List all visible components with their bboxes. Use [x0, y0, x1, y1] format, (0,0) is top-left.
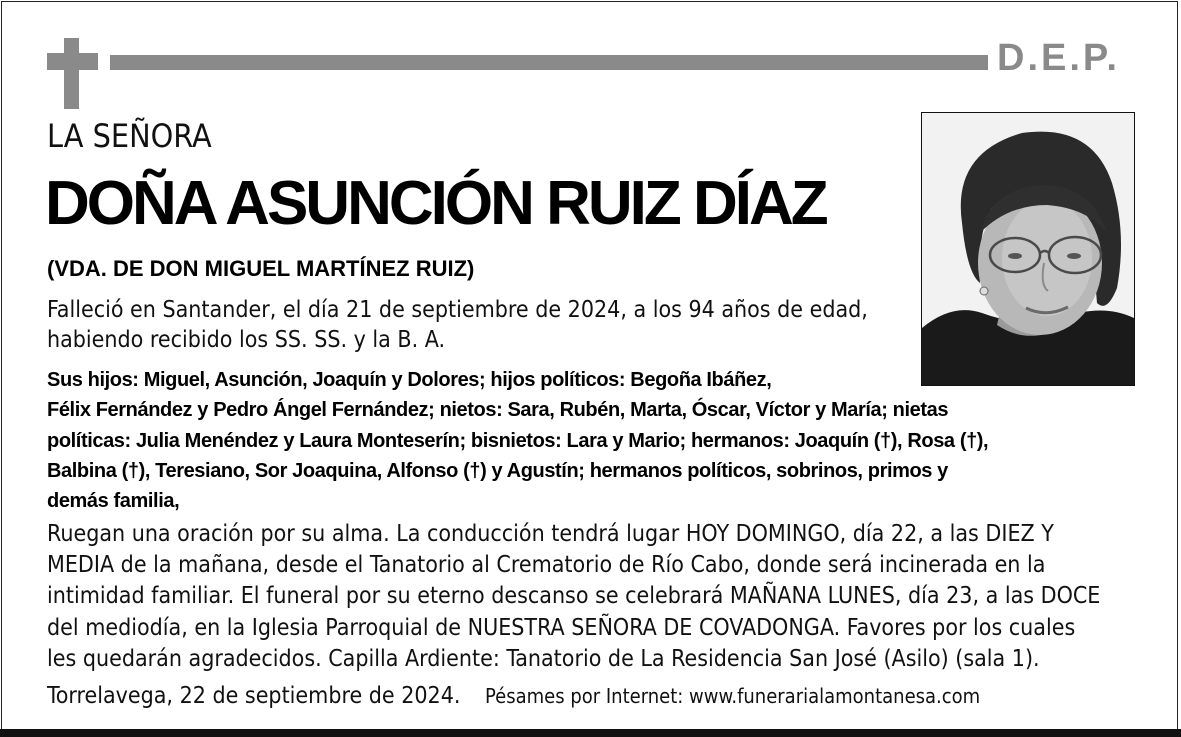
portrait-image: [922, 113, 1134, 385]
family-line: Balbina (†), Teresiano, Sor Joaquina, Alfonso (†) y Agustín; hermanos políticos, sobrinos, primos y: [47, 459, 948, 482]
ceremony-line: les quedarán agradecidos. Capilla Ardiente: Tanatorio de La Residencia San José (Asilo) (sala 1).: [47, 645, 1040, 672]
condolences-website: Pésames por Internet: www.funerarialamontanesa.com: [485, 684, 981, 708]
family-line: Sus hijos: Miguel, Asunción, Joaquín y Dolores; hijos políticos: Begoña Ibáñez,: [47, 369, 772, 391]
deceased-name: DOÑA ASUNCIÓN RUIZ DÍAZ: [45, 169, 826, 238]
family-line: Félix Fernández y Pedro Ángel Fernández; nietos: Sara, Rubén, Marta, Óscar, Víctor y María; nietas: [47, 399, 949, 422]
death-notice-line: Falleció en Santander, el día 21 de septiembre de 2024, a los 94 años de edad,: [47, 297, 868, 323]
ceremony-line: intimidad familiar. El funeral por su eterno descanso se celebrará MAÑANA LUNES, día 23, a las DOCE: [47, 583, 1101, 610]
ceremony-paragraph: [47, 519, 1147, 675]
cross-horizontal-bar: [47, 53, 98, 70]
death-notice-line: habiendo recibido los SS. SS. y la B. A.: [47, 327, 446, 353]
ceremony-line: del mediodía, en la Iglesia Parroquial de NUESTRA SEÑORA DE COVADONGA. Favores por los cuales: [47, 614, 1076, 641]
family-paragraph: [47, 365, 1157, 516]
bottom-border: [0, 729, 1181, 737]
cross-vertical-bar: [64, 38, 79, 109]
ceremony-line: MEDIA de la mañana, desde el Tanatorio al Crematorio de Río Cabo, donde será incinerada en la: [47, 552, 1046, 579]
death-notice-paragraph: [47, 295, 907, 355]
dep-label: D.E.P.: [997, 37, 1120, 79]
widow-of-line: (VDA. DE DON MIGUEL MARTÍNEZ RUIZ): [47, 256, 475, 281]
place-date: Torrelavega, 22 de septiembre de 2024.: [47, 683, 461, 709]
family-line: demás familia,: [47, 490, 180, 513]
portrait-photo: [921, 112, 1135, 386]
footer: [47, 680, 980, 714]
intro-text: LA SEÑORA: [47, 117, 212, 155]
ceremony-line: Ruegan una oración por su alma. La conducción tendrá lugar HOY DOMINGO, día 22, a las DIEZ Y: [47, 521, 1054, 547]
header-rule: [110, 55, 988, 70]
family-line: políticas: Julia Menéndez y Laura Monteserín; bisnietos: Lara y Mario; hermanos: Joaquín (†), Rosa (†),: [47, 429, 989, 452]
